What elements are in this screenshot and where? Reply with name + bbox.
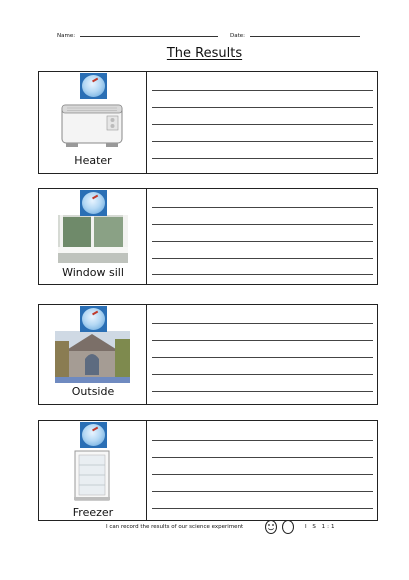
name-write-line[interactable] [80, 32, 218, 37]
heater-icon [59, 101, 125, 149]
write-line[interactable] [152, 440, 373, 441]
write-line[interactable] [152, 357, 373, 358]
date-field[interactable] [230, 32, 360, 39]
caption-freezer: Freezer [72, 506, 114, 519]
write-line[interactable] [152, 323, 373, 324]
write-line[interactable] [152, 491, 373, 492]
date-write-line[interactable] [250, 32, 360, 37]
writing-lines[interactable] [152, 305, 373, 404]
picture-cell [39, 305, 147, 404]
write-line[interactable] [152, 508, 373, 509]
write-line[interactable] [152, 340, 373, 341]
caption-window-sill: Window sill [62, 266, 124, 279]
self-assessment-circle-icon[interactable] [282, 520, 294, 534]
picture-cell [39, 421, 147, 520]
write-line[interactable] [152, 158, 373, 159]
caption-heater: Heater [74, 154, 112, 167]
write-line[interactable] [152, 141, 373, 142]
assessment-codes: I S 1:1 [305, 524, 337, 530]
write-line[interactable] [152, 258, 373, 259]
write-line[interactable] [152, 224, 373, 225]
outside-photo [55, 331, 130, 383]
result-box-window-sill [38, 188, 378, 285]
write-line[interactable] [152, 474, 373, 475]
write-line[interactable] [152, 274, 373, 275]
write-line[interactable] [152, 207, 373, 208]
freezer-icon [73, 450, 111, 501]
write-line[interactable] [152, 90, 373, 91]
thermometer-dial-icon [80, 73, 107, 99]
thermometer-dial-icon [80, 190, 107, 216]
write-line[interactable] [152, 374, 373, 375]
date-label: Date: [230, 33, 245, 39]
picture-cell [39, 72, 147, 173]
name-field[interactable] [57, 32, 218, 39]
write-line[interactable] [152, 457, 373, 458]
write-line[interactable] [152, 241, 373, 242]
smiley-face-icon[interactable] [265, 520, 277, 534]
writing-lines[interactable] [152, 72, 373, 173]
thermometer-dial-icon [80, 306, 107, 332]
writing-lines[interactable] [152, 189, 373, 284]
write-line[interactable] [152, 391, 373, 392]
learning-objective: I can record the results of our science experiment [106, 524, 244, 530]
picture-cell [39, 189, 147, 284]
caption-outside: Outside [71, 385, 115, 398]
thermometer-dial-icon [80, 422, 107, 448]
result-box-outside [38, 304, 378, 405]
write-line[interactable] [152, 124, 373, 125]
write-line[interactable] [152, 107, 373, 108]
window-sill-photo [58, 215, 128, 263]
result-box-freezer [38, 420, 378, 521]
name-label: Name: [57, 33, 76, 39]
page-title: The Results [166, 46, 243, 61]
result-box-heater [38, 71, 378, 174]
writing-lines[interactable] [152, 421, 373, 520]
